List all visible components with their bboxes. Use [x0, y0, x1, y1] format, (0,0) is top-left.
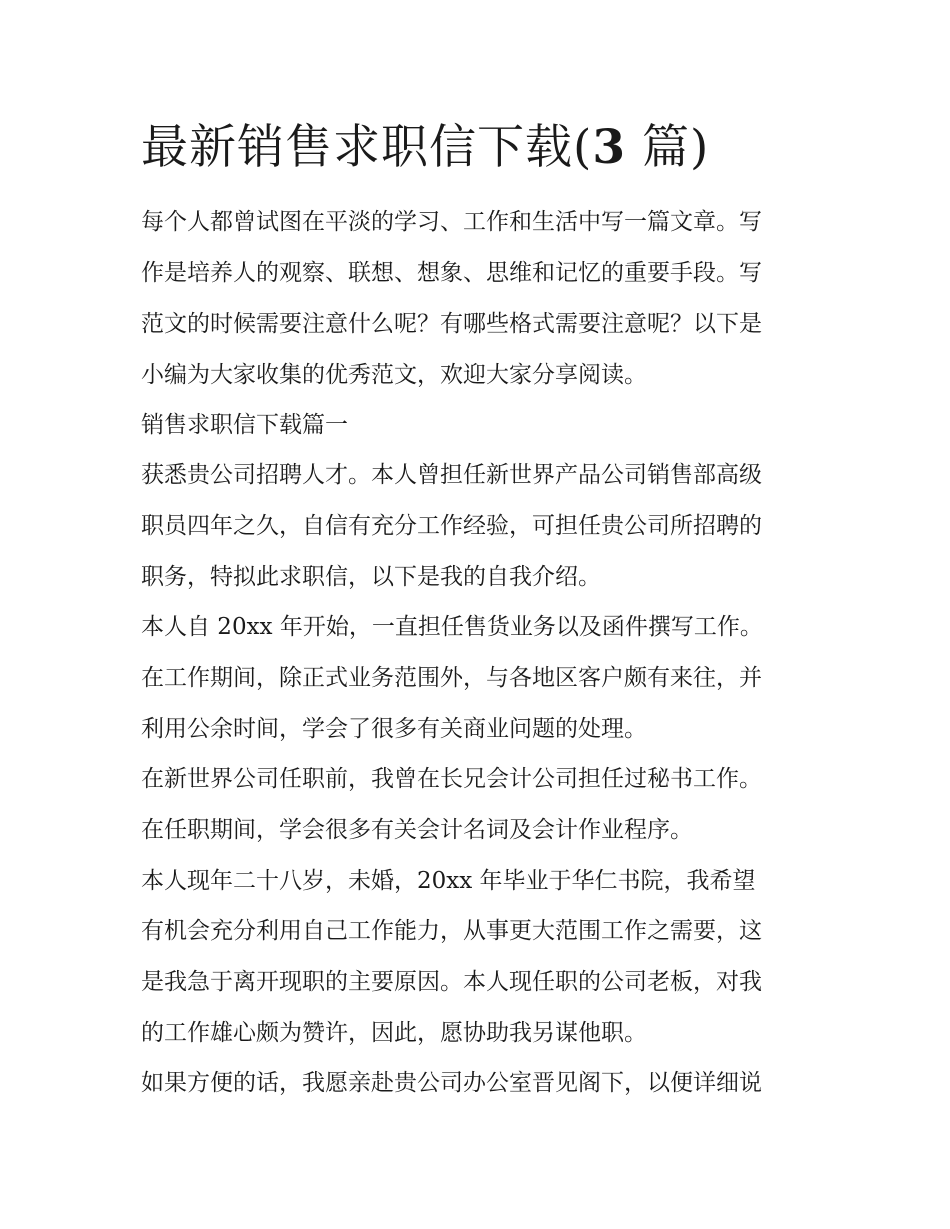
body-line: 职员四年之久，自信有充分工作经验，可担任贵公司所招聘的 [141, 513, 762, 539]
title-end: 篇) [626, 120, 710, 175]
page-title [141, 118, 821, 178]
body-line: 在任职期间，学会很多有关会计名词及会计作业程序。 [141, 817, 693, 843]
body-line: 是我急于离开现职的主要原因。本人现任职的公司老板，对我 [141, 969, 762, 995]
body-line: 在新世界公司任职前，我曾在长兄会计公司担任过秘书工作。 [141, 766, 762, 792]
body-line: 获悉贵公司招聘人才。本人曾担任新世界产品公司销售部高级 [141, 462, 762, 488]
body-line: 小编为大家收集的优秀范文，欢迎大家分享阅读。 [141, 362, 647, 388]
body-line: 在工作期间，除正式业务范围外，与各地区客户颇有来往，并 [141, 665, 762, 691]
body-line: 的工作雄心颇为赞许，因此，愿协助我另谋他职。 [141, 1020, 647, 1046]
body-line: 每个人都曾试图在平淡的学习、工作和生活中写一篇文章。写 [141, 209, 762, 235]
body-line: 利用公余时间，学会了很多有关商业问题的处理。 [141, 716, 647, 742]
section-heading: 销售求职信下载篇一 [141, 412, 348, 438]
body-line: 如果方便的话，我愿亲赴贵公司办公室晋见阁下，以便详细说 [141, 1070, 762, 1096]
title-main: 最新销售求职信下载( [141, 120, 593, 175]
title-number: 3 [592, 120, 627, 175]
body-line: 本人自 20xx 年开始，一直担任售货业务以及函件撰写工作。 [141, 614, 763, 640]
body-line: 有机会充分利用自己工作能力，从事更大范围工作之需要，这 [141, 918, 762, 944]
body-line: 职务，特拟此求职信，以下是我的自我介绍。 [141, 564, 601, 590]
body-line: 作是培养人的观察、联想、想象、思维和记忆的重要手段。写 [141, 260, 762, 286]
body-line: 范文的时候需要注意什么呢？有哪些格式需要注意呢？以下是 [141, 311, 762, 337]
body-line: 本人现年二十八岁，未婚，20xx 年毕业于华仁书院，我希望 [141, 868, 756, 894]
